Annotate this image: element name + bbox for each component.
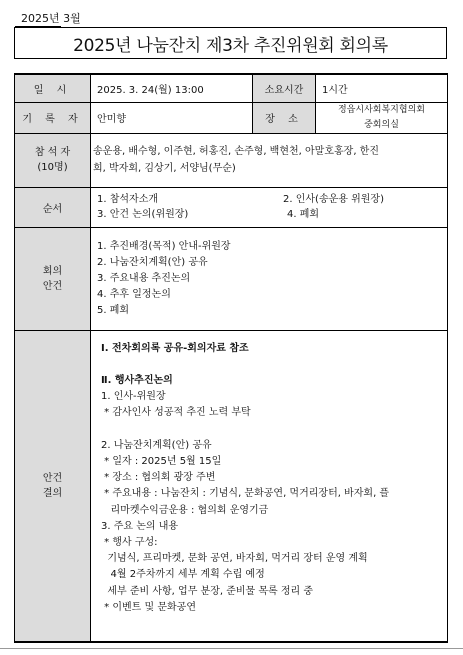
results-blank-line bbox=[101, 422, 447, 438]
duration-value: 1시간 bbox=[316, 74, 448, 102]
row-agenda bbox=[15, 227, 448, 330]
place-label: 장 소 bbox=[253, 102, 316, 133]
row-results bbox=[15, 330, 448, 642]
duration-label: 소요시간 bbox=[253, 74, 316, 102]
results-line: * 이벤트 및 문화공연 bbox=[101, 601, 196, 613]
page-bottom-rule bbox=[0, 648, 463, 649]
place-line-1: 정읍시사회복지협의회 bbox=[338, 104, 425, 115]
document-title: 2025년 나눔잔치 제3차 추진위원회 회의록 bbox=[14, 27, 447, 59]
results-line: 리마켓수익금운용 : 협의회 운영기금 bbox=[101, 504, 269, 516]
order-row-2 bbox=[97, 207, 447, 222]
results-line: * 장소 : 협의회 광장 주변 bbox=[101, 472, 216, 484]
order-item-4: 4. 폐회 bbox=[287, 209, 320, 220]
row-date bbox=[15, 74, 448, 102]
order-item-1: 1. 참석자소개 bbox=[97, 194, 159, 205]
results-line: * 감사인사 성공적 추진 노력 부탁 bbox=[101, 407, 251, 419]
agenda-item: 3. 주요내용 추진논의 bbox=[97, 272, 191, 284]
results-label-line-2: 결의 bbox=[42, 487, 63, 499]
agenda-label-line-1: 회의 bbox=[42, 265, 63, 277]
recorder-label: 기 록 자 bbox=[15, 102, 91, 133]
results-line: 4월 2주차까지 세부 계획 수립 예정 bbox=[101, 569, 265, 581]
agenda-item: 1. 추진배경(목적) 안내-위원장 bbox=[97, 240, 231, 252]
row-recorder bbox=[15, 102, 448, 133]
recorder-value: 안미향 bbox=[91, 102, 253, 133]
row-order bbox=[15, 187, 448, 227]
results-line: 1. 인사-위원장 bbox=[101, 391, 166, 403]
order-label: 순서 bbox=[15, 187, 91, 227]
results-line: * 주요내용 : 나눔잔치 : 기념식, 문화공연, 먹거리장터, 바자회, 플 bbox=[101, 488, 390, 500]
agenda-item: 4. 추후 일정논의 bbox=[97, 288, 171, 300]
attendees-value bbox=[91, 133, 448, 187]
attendees-label-line-2: (10명) bbox=[37, 162, 68, 173]
attendees-line-2: 희, 박자회, 김상기, 서양님(무순) bbox=[93, 163, 236, 174]
agenda-value bbox=[91, 227, 448, 330]
order-row-1 bbox=[97, 192, 447, 207]
minutes-table bbox=[14, 73, 448, 643]
place-line-2: 중회의실 bbox=[364, 119, 399, 130]
results-label-line-1: 안건 bbox=[42, 472, 63, 484]
results-line: 기념식, 프리마켓, 문화 공연, 바자회, 먹거리 장터 운영 계획 bbox=[101, 553, 368, 565]
order-item-3: 3. 안건 논의(위원장) bbox=[97, 209, 189, 220]
row-attendees bbox=[15, 133, 448, 187]
results-line: 세부 준비 사항, 업무 분장, 준비물 목록 정리 중 bbox=[101, 585, 314, 597]
results-line: 2. 나눔잔치계획(안) 공유 bbox=[101, 439, 212, 451]
results-label bbox=[15, 330, 91, 642]
agenda-item: 2. 나눔잔치계획(안) 공유 bbox=[97, 256, 208, 268]
results-line: Ⅱ. 행사추진논의 bbox=[101, 374, 173, 386]
results-line: * 일자 : 2025년 5월 15일 bbox=[101, 455, 222, 467]
attendees-line-1: 송운용, 배수형, 이주현, 허홍진, 손주형, 백현천, 아말호홍장, 한진 bbox=[93, 146, 380, 157]
results-line: 3. 주요 논의 내용 bbox=[101, 520, 179, 532]
results-line: Ⅰ. 전차회의록 공유-회의자료 참조 bbox=[101, 342, 249, 354]
results-value bbox=[91, 330, 448, 642]
agenda-label bbox=[15, 227, 91, 330]
results-line: * 행사 구성: bbox=[101, 536, 158, 548]
place-value bbox=[316, 102, 448, 133]
order-item-2: 2. 인사(송운용 위원장) bbox=[283, 194, 384, 205]
date-value: 2025. 3. 24(월) 13:00 bbox=[91, 74, 253, 102]
agenda-label-line-2: 안건 bbox=[42, 280, 63, 292]
month-label: 2025년 3월 bbox=[21, 12, 81, 25]
attendees-label bbox=[15, 133, 91, 187]
date-label: 일 시 bbox=[15, 74, 91, 102]
order-value bbox=[91, 187, 448, 227]
attendees-label-line-1: 참 석 자 bbox=[34, 147, 71, 158]
agenda-item: 5. 폐회 bbox=[97, 304, 130, 316]
results-blank-line bbox=[101, 357, 447, 373]
